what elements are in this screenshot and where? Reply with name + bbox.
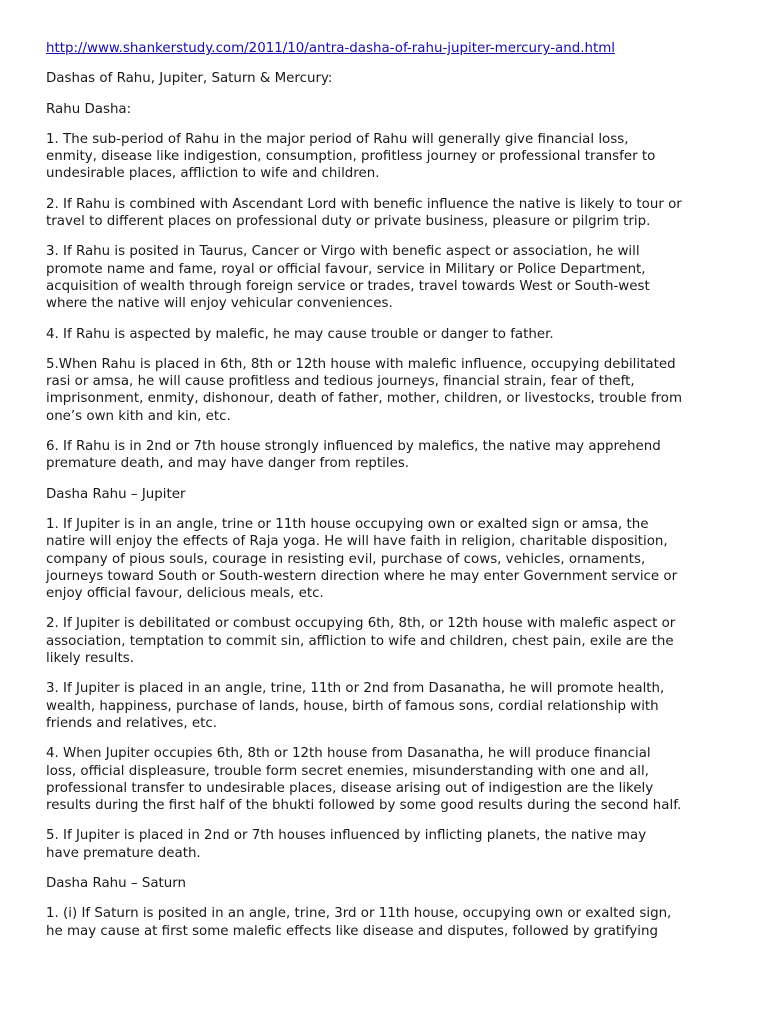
text-line: one’s own kith and kin, etc. (46, 408, 231, 424)
text-line: friends and relatives, etc. (46, 715, 217, 731)
paragraph-rahu-3 (46, 243, 722, 312)
document-title: Dashas of Rahu, Jupiter, Saturn & Mercury: (46, 71, 333, 87)
paragraph-jupiter-1 (46, 516, 722, 602)
text-line: rasi or amsa, he will cause profitless and tedious journeys, financial strain, fear of theft, (46, 374, 635, 390)
paragraph-rahu-6 (46, 438, 722, 473)
text-line: 5.When Rahu is placed in 6th, 8th or 12th house with malefic influence, occupying debilitated (46, 356, 676, 372)
text-line: promote name and fame, royal or official favour, service in Military or Police Department, (46, 261, 646, 277)
text-line: where the native will enjoy vehicular conveniences. (46, 296, 393, 312)
text-line: company of pious souls, courage in resisting evil, purchase of cows, vehicles, ornaments, (46, 551, 646, 567)
paragraph-jupiter-2 (46, 615, 722, 667)
text-line: journeys toward South or South-western direction where he may enter Government service or (46, 568, 678, 584)
paragraph-rahu-4 (46, 326, 722, 343)
text-line: 5. If Jupiter is placed in 2nd or 7th houses influenced by inflicting planets, the native may (46, 828, 647, 844)
text-line: imprisonment, enmity, dishonour, death of father, mother, children, or livestocks, trouble from (46, 391, 683, 407)
source-link[interactable]: http://www.shankerstudy.com/2011/10/antra-dasha-of-rahu-jupiter-mercury-and.html (46, 41, 615, 56)
paragraph-saturn-1 (46, 905, 722, 940)
paragraph-jupiter-3 (46, 680, 722, 732)
text-line: enjoy official favour, delicious meals, etc. (46, 586, 324, 602)
text-line: 1. If Jupiter is in an angle, trine or 11th house occupying own or exalted sign or amsa, the (46, 516, 649, 532)
text-line: travel to different places on professional duty or private business, pleasure or pilgrim trip. (46, 214, 651, 230)
paragraph-rahu-1 (46, 131, 722, 183)
text-line: he may cause at first some malefic effects like disease and disputes, followed by gratifying (46, 923, 658, 939)
text-line: 4. If Rahu is aspected by malefic, he may cause trouble or danger to father. (46, 326, 554, 342)
paragraph-jupiter-5 (46, 827, 722, 862)
paragraph-rahu-2 (46, 196, 722, 231)
text-line: premature death, and may have danger from reptiles. (46, 456, 410, 472)
text-line: undesirable places, affliction to wife and children. (46, 166, 380, 182)
text-line: enmity, disease like indigestion, consumption, profitless journey or professional transfer to (46, 149, 656, 165)
text-line: natire will enjoy the effects of Raja yoga. He will have faith in religion, charitable disposition, (46, 534, 668, 550)
section-heading-rahu-saturn: Dasha Rahu – Saturn (46, 875, 187, 891)
text-line: 3. If Jupiter is placed in an angle, trine, 11th or 2nd from Dasanatha, he will promote health, (46, 681, 665, 697)
section-heading-rahu-jupiter: Dasha Rahu – Jupiter (46, 486, 186, 502)
text-line: 4. When Jupiter occupies 6th, 8th or 12th house from Dasanatha, he will produce financial (46, 746, 651, 762)
text-line: 1. The sub-period of Rahu in the major period of Rahu will generally give financial loss, (46, 131, 629, 147)
text-line: acquisition of wealth through foreign service or trades, travel towards West or South-west (46, 278, 650, 294)
section-heading-rahu-dasha: Rahu Dasha: (46, 101, 132, 117)
text-line: wealth, happiness, purchase of lands, house, birth of famous sons, cordial relationship with (46, 698, 659, 714)
paragraph-rahu-5 (46, 356, 722, 425)
text-line: likely results. (46, 651, 134, 667)
text-line: have premature death. (46, 845, 201, 861)
text-line: 1. (i) If Saturn is posited in an angle, trine, 3rd or 11th house, occupying own or exalted sign, (46, 906, 672, 922)
text-line: results during the first half of the bhukti followed by some good results during the second half. (46, 798, 682, 814)
text-line: loss, official displeasure, trouble form secret enemies, misunderstanding with one and all, (46, 763, 649, 779)
paragraph-jupiter-4 (46, 745, 722, 814)
text-line: 3. If Rahu is posited in Taurus, Cancer or Virgo with benefic aspect or association, he will (46, 244, 640, 260)
text-line: 2. If Jupiter is debilitated or combust occupying 6th, 8th, or 12th house with malefic aspect or (46, 616, 676, 632)
text-line: 2. If Rahu is combined with Ascendant Lord with benefic influence the native is likely to tour or (46, 196, 682, 212)
text-line: 6. If Rahu is in 2nd or 7th house strongly influenced by malefics, the native may apprehend (46, 439, 661, 455)
text-line: association, temptation to commit sin, affliction to wife and children, chest pain, exile are the (46, 633, 674, 649)
text-line: professional transfer to undesirable places, disease arising out of indigestion are the likely (46, 780, 654, 796)
